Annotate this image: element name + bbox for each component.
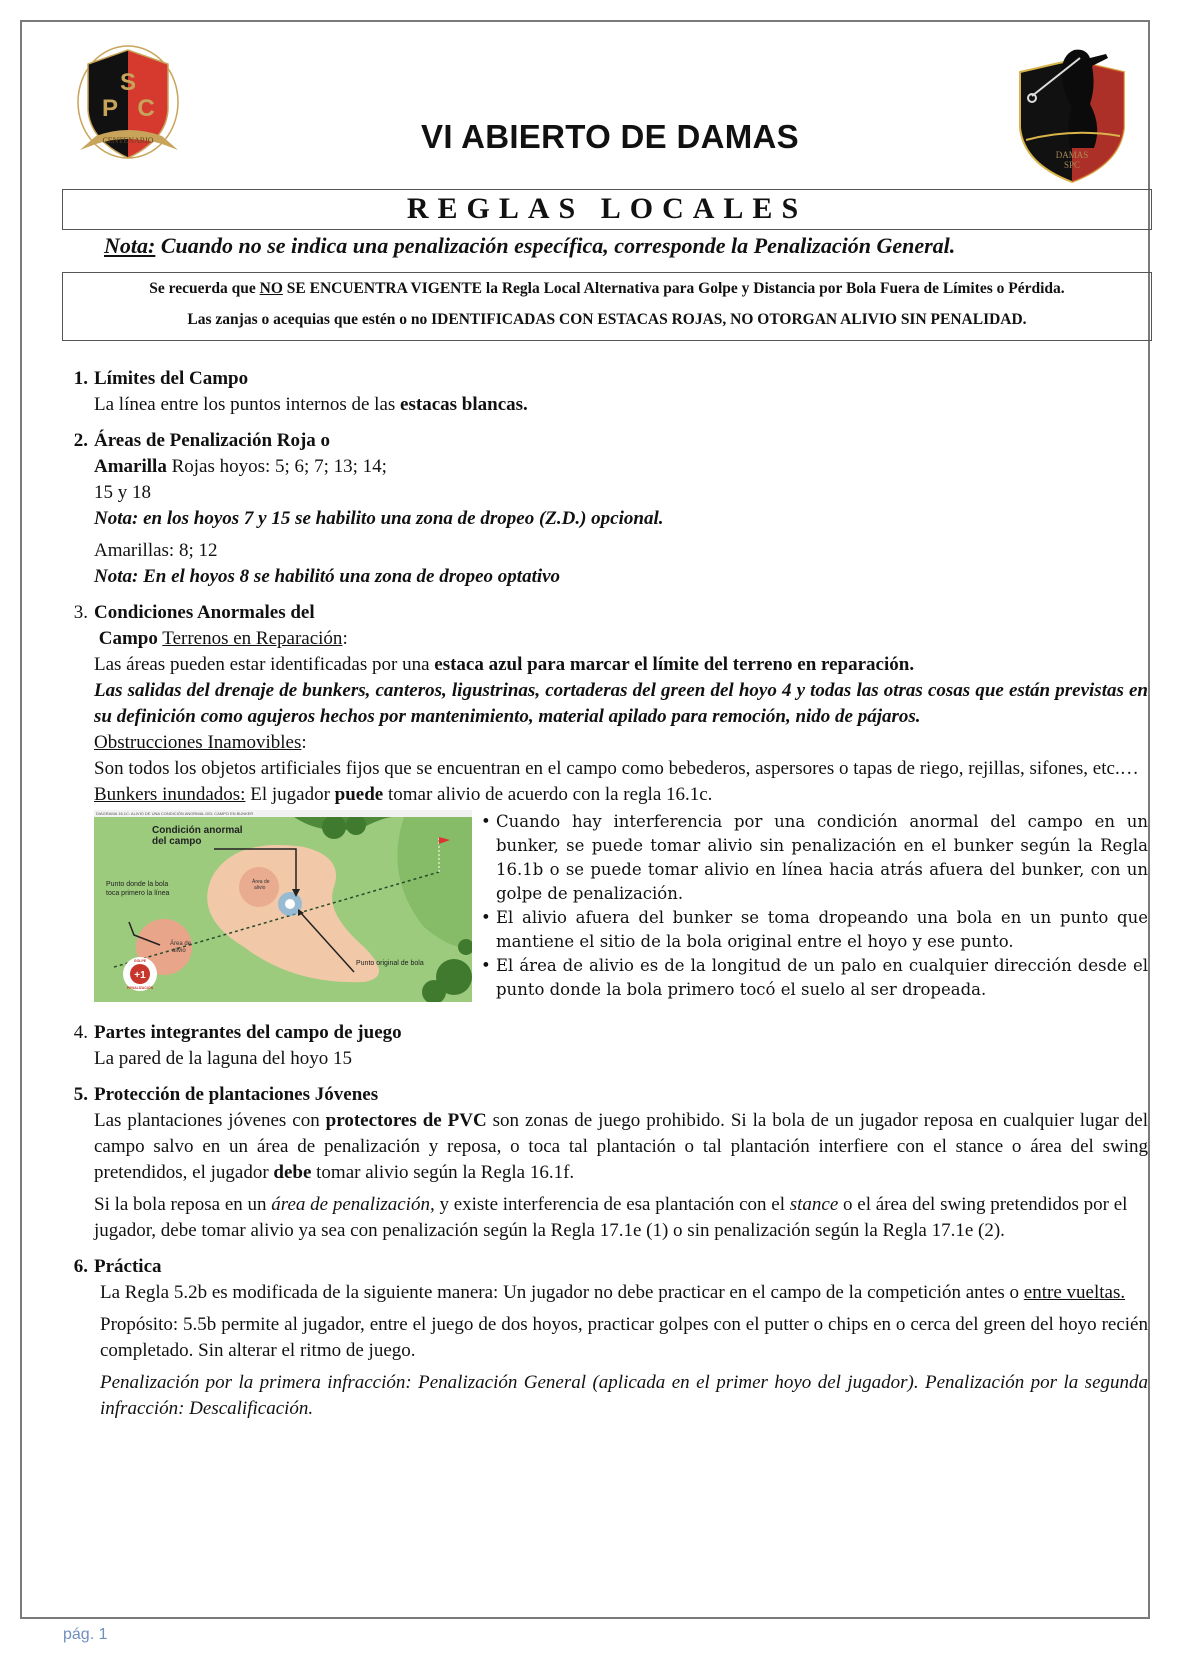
note-text: Cuando no se indica una penalización específica, corresponde la Penalización General. bbox=[155, 233, 956, 258]
general-penalty-note bbox=[104, 233, 955, 259]
areas-text bbox=[94, 652, 1148, 678]
heading-cont: Amarilla bbox=[94, 456, 167, 477]
section-heading: Partes integrantes del campo de juego bbox=[94, 1022, 402, 1043]
salidas-text: Las salidas del drenaje de bunkers, canteros, ligustrinas, cortaderas del green del hoyo 4 y todas las otras cosas que están previstas en su definición como agujeros hechos por mantenimiento, material apilado para remoción, nido de pájaros. bbox=[94, 680, 1148, 727]
heading-cont: Campo bbox=[98, 628, 158, 649]
svg-text:alivio: alivio bbox=[254, 885, 266, 891]
svg-text:Punto donde la bola: Punto donde la bola bbox=[106, 881, 169, 888]
text: tomar alivio de acuerdo con la regla 16.1c. bbox=[383, 784, 713, 805]
bunkers-label: Bunkers inundados: bbox=[94, 784, 246, 805]
text: tomar alivio según la Regla 16.1f. bbox=[311, 1162, 575, 1183]
obstrucciones-heading bbox=[94, 730, 1148, 756]
section-heading: Límites del Campo bbox=[94, 368, 249, 389]
shield-crest-icon bbox=[70, 40, 190, 170]
section-partes-integrantes bbox=[58, 1020, 1148, 1072]
diagram-caption: DIAGRAMA 16.1C: ALIVIO DE UNA CONDICIÓN ANORMAL DEL CAMPO EN BUNKER bbox=[94, 810, 472, 817]
svg-text:C: C bbox=[137, 95, 155, 122]
reminder-no: NO bbox=[259, 280, 283, 297]
text: Las áreas pueden estar identificadas por una bbox=[94, 654, 435, 675]
obstrucciones-text: Son todos los objetos artificiales fijos que se encuentran en el campo como bebederos, aspersores o tapas de riego, rejillas, sifones, etc.… bbox=[94, 758, 1139, 779]
red-holes: Rojas hoyos: 5; 6; 7; 13; 14; bbox=[166, 456, 387, 477]
section-heading: Condiciones Anormales del bbox=[94, 602, 315, 623]
text: Si la bola reposa en un bbox=[94, 1194, 272, 1215]
italic-text: stance bbox=[789, 1194, 839, 1215]
section-number: 1. bbox=[73, 368, 88, 389]
svg-text:SPC: SPC bbox=[1063, 160, 1081, 170]
svg-text:Área de: Área de bbox=[252, 879, 270, 885]
page-number: pág. 1 bbox=[63, 1626, 108, 1643]
bold-text: puede bbox=[334, 784, 384, 805]
red-holes-cont: 15 y 18 bbox=[94, 482, 151, 503]
section-number: 3. bbox=[73, 602, 88, 623]
text: Las plantaciones jóvenes con bbox=[94, 1110, 326, 1131]
bunker-relief-diagram bbox=[94, 810, 472, 1002]
rules-title: REGLAS LOCALES bbox=[406, 192, 808, 225]
drop-zone-note-1: Nota: en los hoyos 7 y 15 se habilito una zona de dropeo (Z.D.) opcional. bbox=[94, 508, 664, 529]
svg-text:toca primero la línea: toca primero la línea bbox=[106, 890, 170, 897]
reminder-line-2: Las zanjas o acequias que estén o no IDENTIFICADAS CON ESTACAS ROJAS, NO OTORGAN ALIVIO SIN PENALIDAD. bbox=[187, 311, 1027, 328]
section-number: 6. bbox=[73, 1256, 88, 1277]
section-condiciones-anormales bbox=[58, 600, 1148, 1002]
section-subheading bbox=[94, 626, 1148, 652]
yellow-holes: Amarillas: 8; 12 bbox=[94, 540, 218, 561]
bunkers-text bbox=[94, 782, 1148, 808]
section-heading: Áreas de Penalización Roja o bbox=[94, 430, 331, 451]
golfer-shield-icon bbox=[1010, 36, 1135, 186]
svg-text:PENALIZACIÓN: PENALIZACIÓN bbox=[126, 986, 154, 990]
section-practica bbox=[58, 1254, 1148, 1422]
section-number: 5. bbox=[73, 1084, 88, 1105]
svg-text:GOLPE: GOLPE bbox=[133, 959, 147, 963]
bullet-item: • Cuando hay interferencia por una condición anormal del campo en un bunker, se puede tomar alivio sin penalización en el bunker según la Regla 16.1b o se puede tomar alivio en línea hacia atrás afuera del bunker, con un golpe de penalización. bbox=[496, 810, 1148, 906]
svg-text:P: P bbox=[101, 95, 119, 122]
bunker-diagram-icon bbox=[94, 817, 472, 1002]
reminder-box bbox=[62, 272, 1152, 341]
svg-text:S: S bbox=[119, 69, 137, 96]
document-title: VI ABIERTO DE DAMAS bbox=[421, 118, 799, 155]
text: son zonas de juego prohibido. Si la bola de un jugador reposa en cualquier lugar del campo salvo en un área de penalización y reposa, o toca tal plantación o tal plantación interfiere con el stance o área del swing pretendidos, el jugador bbox=[94, 1110, 1148, 1183]
note-label: Nota: bbox=[104, 233, 156, 258]
section-paragraph bbox=[94, 1192, 1148, 1244]
svg-text:Área de: Área de bbox=[170, 941, 192, 947]
section-text bbox=[94, 454, 1148, 480]
bold-text: protectores de PVC bbox=[325, 1110, 487, 1131]
section-plantaciones-jovenes bbox=[58, 1082, 1148, 1244]
svg-text:Condición anormal: Condición anormal bbox=[152, 825, 243, 836]
spc-centenario-logo bbox=[70, 40, 190, 170]
reminder-text: SE ENCUENTRA VIGENTE la Regla Local Alternativa para Golpe y Distancia por Bola Fuera de Límites o Pérdida. bbox=[282, 280, 1065, 297]
bunker-relief-block bbox=[94, 810, 1148, 1002]
section-areas-penalizacion bbox=[58, 428, 1148, 590]
damas-spc-logo bbox=[1010, 36, 1135, 186]
rules-title-box bbox=[62, 189, 1152, 230]
svg-text:del campo: del campo bbox=[152, 836, 202, 847]
terrenos-label: Terrenos en Reparación bbox=[162, 628, 343, 649]
reminder-text: Se recuerda que bbox=[149, 280, 260, 297]
section-paragraph: Propósito: 5.5b permite al jugador, entre el juego de dos hoyos, practicar golpes con el putter o chips en o cerca del green del hoyo recién completado. Sin alterar el ritmo de juego. bbox=[100, 1314, 1148, 1361]
reminder-line-1 bbox=[63, 273, 1151, 304]
text: La línea entre los puntos internos de las bbox=[94, 394, 401, 415]
section-text: La pared de la laguna del hoyo 15 bbox=[94, 1048, 352, 1069]
svg-text:DAMAS: DAMAS bbox=[1055, 150, 1089, 160]
svg-text:alivio: alivio bbox=[172, 948, 186, 954]
bullet-item: • El alivio afuera del bunker se toma dropeando una bola en un punto que mantiene el sitio de la bola original entre el hoyo y ese punto. bbox=[496, 906, 1148, 954]
bold-text: estaca azul para marcar el límite del terreno en reparación. bbox=[434, 654, 915, 675]
colon: : bbox=[301, 732, 307, 753]
obstrucciones-label: Obstrucciones Inamovibles bbox=[94, 732, 302, 753]
section-paragraph bbox=[94, 1280, 1148, 1306]
section-text bbox=[94, 392, 1148, 418]
bold-text: debe bbox=[273, 1162, 312, 1183]
text: El jugador bbox=[245, 784, 335, 805]
text: y existe interferencia de esa plantación con el bbox=[434, 1194, 790, 1215]
svg-text:Punto original de bola: Punto original de bola bbox=[356, 960, 424, 967]
text: o el área del swing pretendidos por el jugador, debe tomar alivio ya sea con penalización según la Regla 17.1e (1) o sin penalización según la Regla 17.1e (2). bbox=[94, 1194, 1128, 1241]
section-heading: Protección de plantaciones Jóvenes bbox=[94, 1084, 379, 1105]
italic-text: área de penalización, bbox=[271, 1194, 435, 1215]
text: La Regla 5.2b es modificada de la siguiente manera: Un jugador no debe practicar en el campo de la competición antes o bbox=[100, 1282, 1024, 1303]
bullet-item: • El área de alivio es de la longitud de un palo en cualquier dirección desde el punto donde la bola primero tocó el suelo al ser dropeada. bbox=[496, 954, 1148, 1002]
section-paragraph bbox=[94, 1108, 1148, 1186]
section-heading: Práctica bbox=[94, 1256, 162, 1277]
section-number: 2. bbox=[73, 430, 88, 451]
bunker-relief-bullets bbox=[480, 810, 1148, 1002]
drop-zone-note-2: Nota: En el hoyos 8 se habilitó una zona de dropeo optativo bbox=[94, 566, 561, 587]
bold-text: estacas blancas. bbox=[400, 394, 528, 415]
section-limites-campo bbox=[58, 366, 1148, 418]
underlined-text: entre vueltas. bbox=[1023, 1282, 1126, 1303]
colon: : bbox=[342, 628, 348, 649]
section-number: 4. bbox=[73, 1022, 88, 1043]
svg-text:+1: +1 bbox=[134, 970, 146, 981]
penalty-paragraph: Penalización por la primera infracción: Penalización General (aplicada en el primer hoyo del jugador). Penalización por la segunda infracción: Descalificación. bbox=[100, 1372, 1148, 1419]
svg-text:CENTENARIO: CENTENARIO bbox=[102, 136, 154, 145]
rules-content bbox=[58, 366, 1148, 1432]
